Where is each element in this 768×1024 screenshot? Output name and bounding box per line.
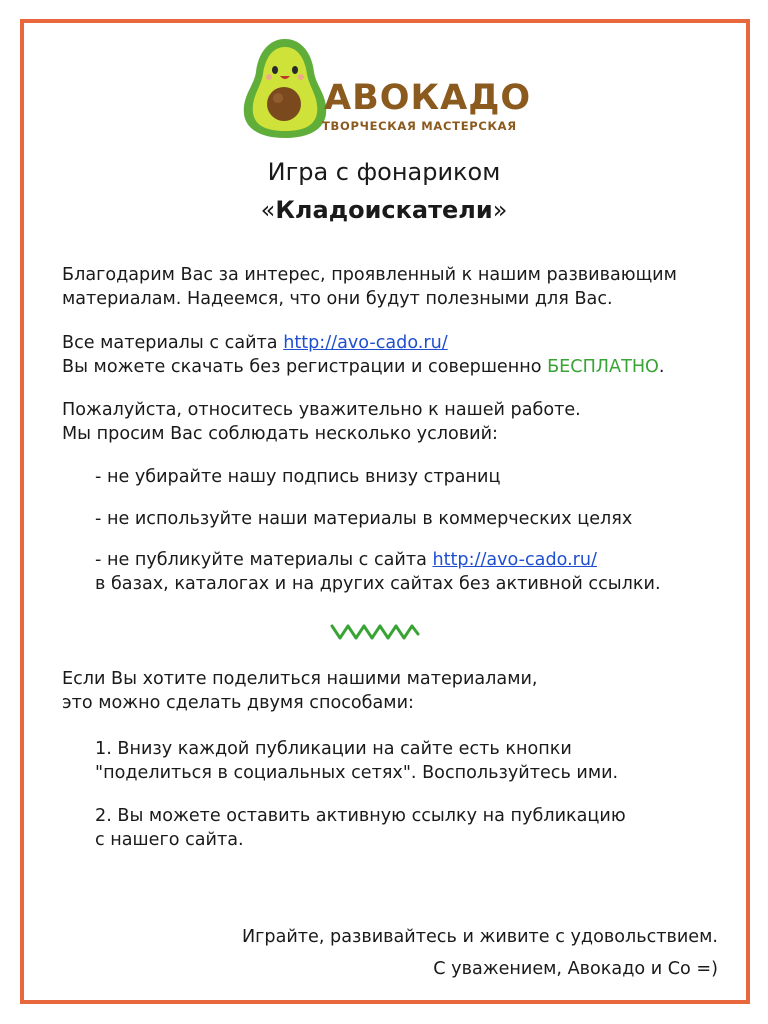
condition-item-3-cont: в базах, каталогах и на других сайтах без активной ссылки.: [95, 574, 661, 594]
share-line-2: это можно сделать двумя способами:: [62, 693, 414, 713]
condition-item-1: - не убирайте нашу подпись внизу страниц: [95, 467, 501, 487]
download-prefix: Все материалы с сайта: [62, 333, 284, 353]
request-line-2: Мы просим Вас соблюдать несколько условий:: [62, 424, 498, 444]
brand-name: АВОКАДО: [324, 78, 532, 118]
share-line-1: Если Вы хотите поделиться нашими материалами,: [62, 669, 538, 689]
game-name-text: Кладоискатели: [275, 196, 493, 224]
page-title: Игра с фонариком: [267, 158, 501, 186]
zigzag-divider-icon: [330, 622, 420, 642]
download-line-2: [62, 355, 665, 379]
request-line-1: Пожалуйста, относитесь уважительно к нашей работе.: [62, 400, 581, 420]
condition-item-2: - не используйте наши материалы в коммерческих целях: [95, 509, 633, 529]
share-way-2-line-1: 2. Вы можете оставить активную ссылку на публикацию: [95, 806, 626, 826]
condition-item-3-text: - не публикуйте материалы с сайта: [95, 550, 433, 570]
intro-line-2: материалам. Надеемся, что они будут полезными для Вас.: [62, 289, 613, 309]
site-link[interactable]: http://avo-cado.ru/: [283, 333, 448, 353]
logo: [240, 36, 540, 140]
free-label: БЕСПЛАТНО: [547, 357, 659, 377]
site-link-2[interactable]: http://avo-cado.ru/: [432, 550, 597, 570]
download-line-1: [62, 331, 448, 355]
share-way-2-line-2: с нашего сайта.: [95, 830, 244, 850]
brand-tagline: ТВОРЧЕСКАЯ МАСТЕРСКАЯ: [322, 119, 517, 133]
quote-close: »: [492, 196, 508, 224]
intro-line-1: Благодарим Вас за интерес, проявленный к нашим развивающим: [62, 265, 677, 285]
quote-open: «: [260, 196, 276, 224]
condition-item-3: [95, 548, 597, 572]
share-way-1-line-2: "поделиться в социальных сетях". Воспользуйтесь ими.: [95, 763, 619, 783]
download-period: .: [658, 357, 665, 377]
closing-line-1: Играйте, развивайтесь и живите с удовольствием.: [242, 927, 718, 947]
avocado-mascot-icon: [240, 36, 330, 140]
download-text: Вы можете скачать без регистрации и совершенно: [62, 357, 548, 377]
closing-signature: С уважением, Авокадо и Со =): [433, 959, 718, 979]
share-way-1-line-1: 1. Внизу каждой публикации на сайте есть кнопки: [95, 739, 572, 759]
game-name: [0, 196, 768, 225]
